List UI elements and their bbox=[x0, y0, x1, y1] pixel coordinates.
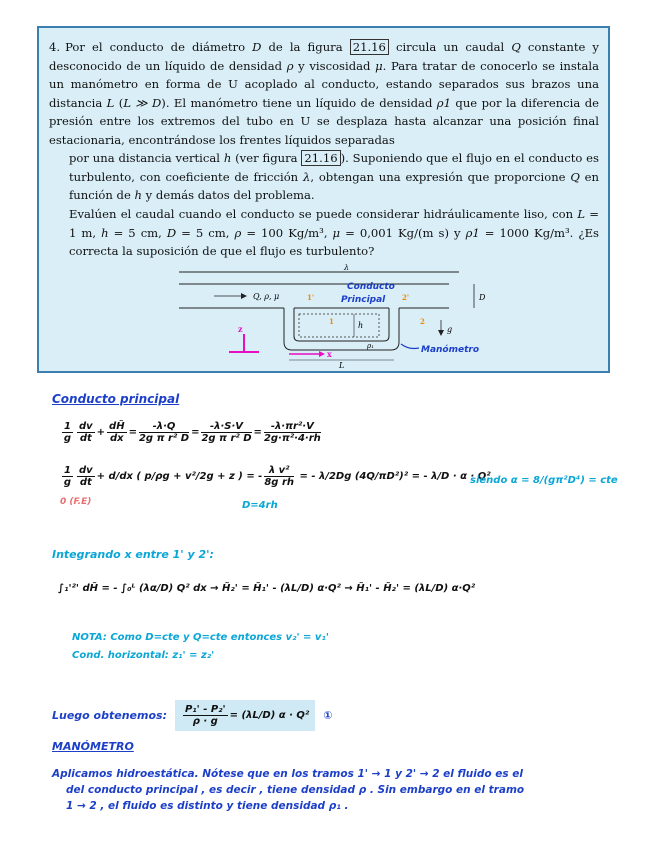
integral-equation: ∫₁'²' dH̃ = - ∫₀ᴸ (λα/D) Q² dx → H̃₂' = H̃₁' - (λL/D) α·Q² → H̃₁' - H̃₂' = (λL/D) α·Q² bbox=[58, 583, 476, 594]
mark-2: 2 bbox=[420, 317, 425, 326]
d-4rh-annotation: D=4rh bbox=[242, 500, 278, 511]
axis-x-label: x bbox=[327, 349, 332, 359]
mark-1: 1 bbox=[329, 317, 334, 326]
principal-label: Principal bbox=[341, 295, 386, 305]
problem-statement-box bbox=[37, 26, 610, 373]
rho1-label: ρ₁ bbox=[367, 342, 374, 350]
manometro-paragraph: Aplicamos hidroestática. Nótese que en los tramos 1' → 1 y 2' → 2 el fluido es el del conducto principal , es decir , tiene densidad ρ . Sin embargo en el tramo 1 → 2 , el fluido es distinto y tiene densidad ρ₁ . bbox=[52, 768, 525, 812]
axis-z-label: z bbox=[238, 324, 243, 334]
g-label: g bbox=[447, 325, 453, 334]
h-label: h bbox=[358, 321, 364, 330]
figure-ref-link[interactable]: 21.16 bbox=[350, 39, 389, 55]
mark-1prime: 1' bbox=[307, 293, 315, 302]
figure-ref-link[interactable]: 21.16 bbox=[301, 150, 340, 166]
mark-2prime: 2' bbox=[402, 293, 410, 302]
problem-paragraph-3: Evalúen el caudal cuando el conducto se puede considerar hidráulicamente liso, con L = 1 m, h = 5 cm, D = 5 cm, ρ = 100 Kg/m³, μ = 0,001 Kg/(m s) y ρ1 = 1000 Kg/m³. ¿Es correcta la suposición de que el flujo es turbulento? bbox=[69, 207, 600, 259]
manometro-label: Manómetro bbox=[421, 345, 480, 355]
nota-2: Cond. horizontal: z₁' = z₂' bbox=[72, 650, 215, 661]
problem-paragraph-1: 4. Por el conducto de diámetro D de la figura 21.16 circula un caudal Q constante y desconocido de un líquido de densidad ρ y viscosidad μ. Para tratar de conocerlo se instala un manómetro en forma de U acoplado al conducto, estando separados sus brazos una distancia L (L ≫ D). El manómetro tiene un líquido de densidad ρ1 que por la diferencia de presión entre los extremos del tubo en U se desplaza hasta alcanzar una posición final estacionaria, encontrándose los frentes líquidos separadas bbox=[49, 40, 599, 147]
integrando-heading: Integrando x entre 1' y 2': bbox=[52, 548, 214, 561]
equation-2: $\frac{1}{g}$ $\frac{dv}{dt}$ + d/dx ( p/ρg + v²/2g + z ) = - $\frac{\text{λ v²}}{\text{8g rh}}$ = - λ/2Dg (4Q/πD²)² = - λ/D · α · Q² bbox=[63, 465, 491, 488]
result-line: Luego obtenemos: $\frac{\text{P₁' - P₂'}}{\rho \cdot g}$ = (λL/D) α · Q² ① bbox=[52, 700, 333, 731]
L-label: L bbox=[339, 361, 345, 368]
fe-annotation: 0 (F.E) bbox=[60, 497, 92, 507]
problem-paragraph-2: por una distancia vertical h (ver figura 21.16 ). Suponiendo que el flujo en el conducto es turbulento, con coeficiente de fricción λ, obtengan una expresión que proporcione Q en función de h y demás datos del problema. bbox=[69, 151, 600, 203]
flow-label: Q, ρ, μ bbox=[253, 292, 280, 301]
siendo-alpha-note: siendo α = 8/(gπ²D⁴) = cte bbox=[470, 475, 618, 486]
manometer-figure bbox=[169, 264, 519, 368]
conducto-label: Conducto bbox=[347, 282, 395, 292]
equation-1: $\frac{1}{g}$ $\frac{dv}{dt}$ + $\frac{dH̃}{dx}$ = $\frac{-\lambda\cdot Q}{\text{2g π r² D}}$ = $\frac{-\lambda\cdot S\cdot V}{\text{2g π r² D}}$ = $\frac{\text{-λ·πr²·V}}{\text{2g·π²·4·rh}}$ bbox=[63, 421, 321, 444]
nota-1: NOTA: Como D=cte y Q=cte entonces v₂' = v₁' bbox=[72, 632, 329, 643]
section-title-manometro: MANÓMETRO bbox=[52, 740, 134, 753]
D-label: D bbox=[479, 293, 486, 302]
section-title-conducto: Conducto principal bbox=[52, 392, 180, 406]
lambda-label: λ bbox=[344, 264, 350, 272]
result-box: $\frac{\text{P₁' - P₂'}}{\rho \cdot g}$ = (λL/D) α · Q² bbox=[175, 700, 315, 731]
